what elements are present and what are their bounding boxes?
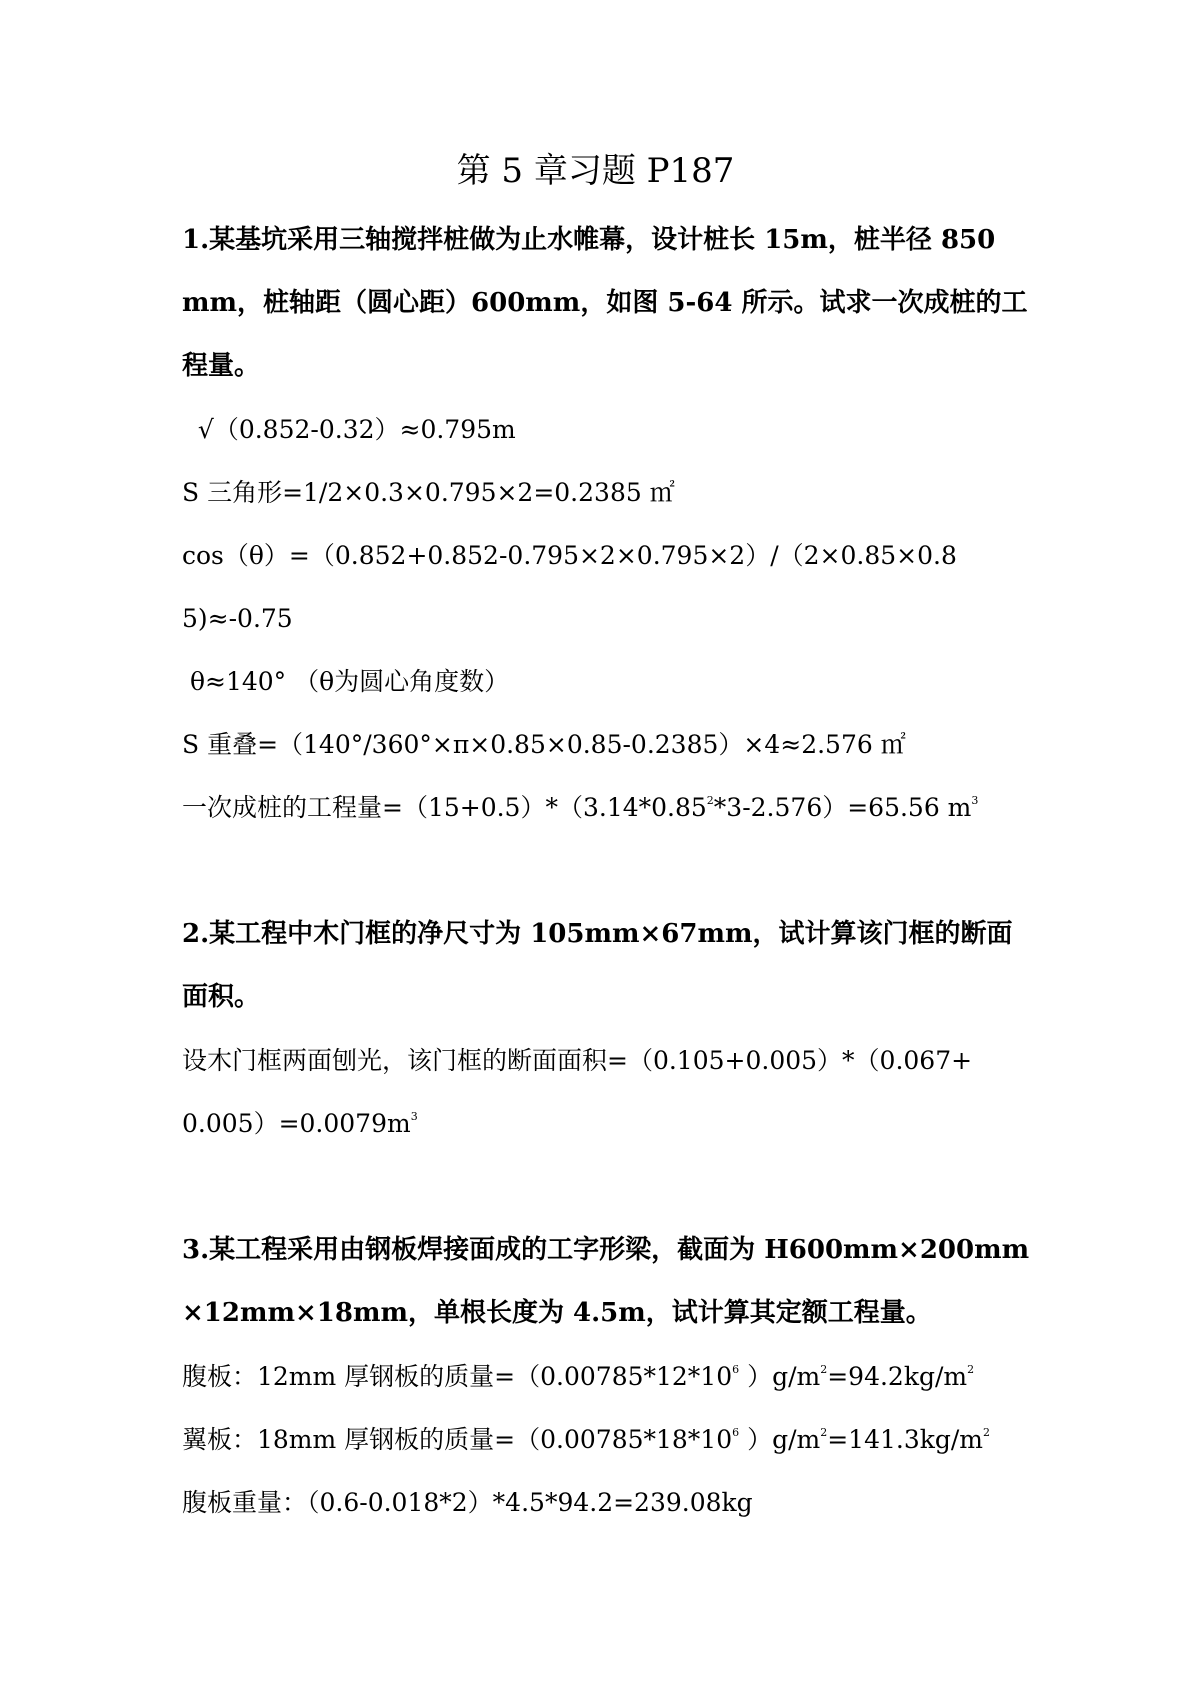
q3-web-mass-line xyxy=(182,1357,974,1397)
q3-flange-pre: 翼板：18mm 厚钢板的质量=（0.00785*18*10 xyxy=(182,1425,733,1454)
q3-flange-mid: ）g/m xyxy=(739,1425,821,1454)
page-title: 第 5 章习题 P187 xyxy=(456,151,735,191)
q1-answer-line-6: S 重叠=（140°/360°×π×0.85×0.85-0.2385）×4≈2.576 ㎡ xyxy=(182,730,906,759)
q2-answer-pre: 0.005）=0.0079m xyxy=(182,1109,411,1138)
q1-result-pre: 一次成桩的工程量=（15+0.5）*（3.14*0.85 xyxy=(182,793,707,822)
q1-answer-line-2: S 三角形=1/2×0.3×0.795×2=0.2385 ㎡ xyxy=(182,478,675,507)
q3-web-sup-3: 2 xyxy=(967,1363,975,1376)
q3-flange-sup-1: 6 xyxy=(732,1426,740,1439)
q1-answer-line-4: 5)≈-0.75 xyxy=(182,604,293,633)
q3-web-sup-1: 6 xyxy=(732,1363,740,1376)
q3-web-mid: ）g/m xyxy=(739,1362,821,1391)
q2-answer-line-2 xyxy=(182,1104,418,1144)
q3-web-post: =94.2kg/m xyxy=(827,1362,968,1391)
q2-question-line-2: 面积。 xyxy=(182,982,261,1012)
q1-result-mid: *3-2.576）=65.56 m xyxy=(713,793,972,822)
q2-answer-line-1: 设木门框两面刨光，该门框的断面面积=（0.105+0.005）*（0.067+ xyxy=(182,1046,973,1075)
q1-result-sup-1: 2 xyxy=(706,794,714,807)
q1-result-sup-2: 3 xyxy=(971,794,979,807)
q3-question-line-2: ×12mm×18mm，单根长度为 4.5m，试计算其定额工程量。 xyxy=(182,1298,932,1328)
q1-answer-line-1: √（0.852-0.32）≈0.795m xyxy=(182,415,516,444)
q3-flange-sup-3: 2 xyxy=(983,1426,991,1439)
q1-question-line-2: mm，桩轴距（圆心距）600mm，如图 5-64 所示。试求一次成桩的工 xyxy=(182,288,1028,318)
q3-flange-sup-2: 2 xyxy=(820,1426,828,1439)
q3-question-line-1: 3.某工程采用由钢板焊接面成的工字形梁，截面为 H600mm×200mm xyxy=(182,1235,1030,1265)
q2-question-line-1: 2.某工程中木门框的净尺寸为 105mm×67mm，试计算该门框的断面 xyxy=(182,919,1013,949)
q1-question-line-3: 程量。 xyxy=(182,351,261,381)
q3-web-pre: 腹板：12mm 厚钢板的质量=（0.00785*12*10 xyxy=(182,1362,733,1391)
q3-flange-mass-line xyxy=(182,1420,990,1460)
q3-flange-post: =141.3kg/m xyxy=(827,1425,984,1454)
q1-question-line-1: 1.某基坑采用三轴搅拌桩做为止水帷幕，设计桩长 15m，桩半径 850 xyxy=(182,225,996,255)
q1-answer-line-3: cos（θ）=（0.852+0.852-0.795×2×0.795×2）/（2×0.85×0.8 xyxy=(182,541,957,570)
q3-web-sup-2: 2 xyxy=(820,1363,828,1376)
q2-answer-sup: 3 xyxy=(410,1110,418,1123)
q1-result-line xyxy=(182,788,978,828)
q3-web-weight-line: 腹板重量：（0.6-0.018*2）*4.5*94.2=239.08kg xyxy=(182,1488,753,1517)
q1-answer-line-5: θ≈140° （θ为圆心角度数） xyxy=(182,667,510,696)
